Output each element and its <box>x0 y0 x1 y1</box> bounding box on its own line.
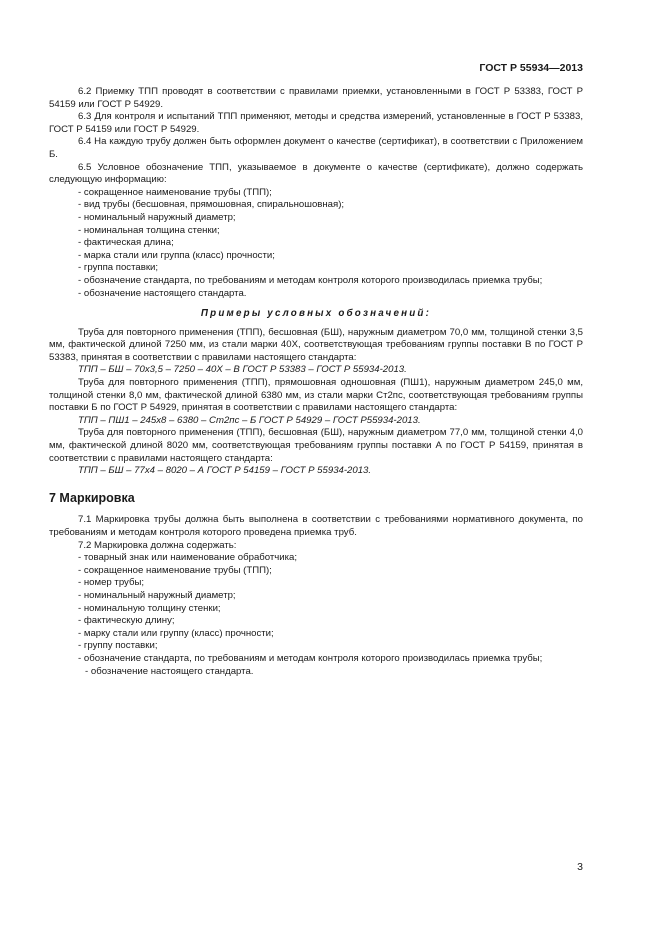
paragraph-6-2: 6.2 Приемку ТПП проводят в соответствии с правилами приемки, установленными в ГОСТ Р 53383, ГОСТ Р 54159 или ГОСТ Р 54929. <box>49 86 583 110</box>
list-item: - группа поставки; <box>78 262 159 274</box>
example-1-text: Труба для повторного применения (ТПП), бесшовная (БШ), наружным диаметром 70,0 мм, толщиной стенки 3,5 мм, фактической длиной 7250 мм, из стали марки 40Х, соответствующая требованиям группы поставки В по ГОСТ Р 53383, принятая в соответствии с правилами настоящего стандарта: <box>49 326 583 363</box>
list-item: - обозначение стандарта, по требованиям и методам контроля которого производилась приемка трубы; <box>78 274 543 286</box>
list-item: - марку стали или группу (класс) прочности; <box>78 627 274 639</box>
list-item: - фактическая длина; <box>78 237 174 249</box>
list-item: - номинальный наружный диаметр; <box>78 211 236 223</box>
list-item: - марка стали или группа (класс) прочности; <box>78 249 275 261</box>
list-item: - номинальный наружный диаметр; <box>78 589 236 601</box>
example-3-text: Труба для повторного применения (ТПП), бесшовная (БШ), наружным диаметром 77,0 мм, толщиной стенки 4,0 мм, фактической длиной 8020 мм, соответствующая требованиям группы поставки А по ГОСТ Р 54159, принятая в соответствии с правилами настоящего стандарта: <box>49 427 583 464</box>
paragraph-7-2: 7.2 Маркировка должна содержать: <box>78 539 237 551</box>
list-item: - сокращенное наименование трубы (ТПП); <box>78 186 272 198</box>
list-item: - обозначение настоящего стандарта. <box>85 665 254 677</box>
example-1-code: ТПП – БШ – 70х3,5 – 7250 – 40Х – В ГОСТ Р 53383 – ГОСТ Р 55934-2013. <box>78 364 407 376</box>
list-item: - обозначение настоящего стандарта. <box>78 287 247 299</box>
example-2-text: Труба для повторного применения (ТПП), прямошовная одношовная (ПШ1), наружным диаметром 245,0 мм, толщиной стенки 8,0 мм, фактической длиной 6380 мм, из стали марки Ст2пс, соответствующая требованиям группы поставки Б по ГОСТ Р 54929, принятая в соответствии с правилами настоящего стандарта: <box>49 377 583 414</box>
section-7-heading: 7 Маркировка <box>49 490 135 505</box>
list-item: - обозначение стандарта, по требованиям и методам контроля которого производилась приемка трубы; <box>78 652 543 664</box>
list-item: - сокращенное наименование трубы (ТПП); <box>78 564 272 576</box>
list-item: - номинальная толщина стенки; <box>78 224 220 236</box>
list-item: - товарный знак или наименование обработчика; <box>78 552 298 564</box>
list-item: - номинальную толщину стенки; <box>78 602 221 614</box>
paragraph-6-3: 6.3 Для контроля и испытаний ТПП применяют, методы и средства измерений, установленные в ГОСТ Р 53383, ГОСТ Р 54159 или ГОСТ Р 54929. <box>49 111 583 135</box>
document-code-header: ГОСТ Р 55934—2013 <box>479 62 583 74</box>
paragraph-6-5: 6.5 Условное обозначение ТПП, указываемое в документе о качестве (сертификате), должно содержать следующую информацию: <box>49 161 583 186</box>
example-3-code: ТПП – БШ – 77х4 – 8020 – А ГОСТ Р 54159 – ГОСТ Р 55934-2013. <box>78 465 372 477</box>
paragraph-6-4: 6.4 На каждую трубу должен быть оформлен документ о качестве (сертификат), в соответствии с Приложением Б. <box>49 136 583 160</box>
page-number: 3 <box>577 861 583 873</box>
example-2-code: ТПП – ПШ1 – 245х8 – 6380 – Ст2пс – Б ГОСТ Р 54929 – ГОСТ Р55934-2013. <box>78 414 421 426</box>
document-body <box>49 86 583 678</box>
list-item: - вид трубы (бесшовная, прямошовная, спиральношовная); <box>78 199 345 211</box>
list-item: - группу поставки; <box>78 640 158 652</box>
list-item: - фактическую длину; <box>78 615 175 627</box>
examples-title: Примеры условных обозначений: <box>200 308 432 320</box>
list-item: - номер трубы; <box>78 577 145 589</box>
paragraph-7-1: 7.1 Маркировка трубы должна быть выполнена в соответствии с требованиями нормативного документа, по требованиям и методам контроля которого проведена приемка труб. <box>49 514 583 538</box>
